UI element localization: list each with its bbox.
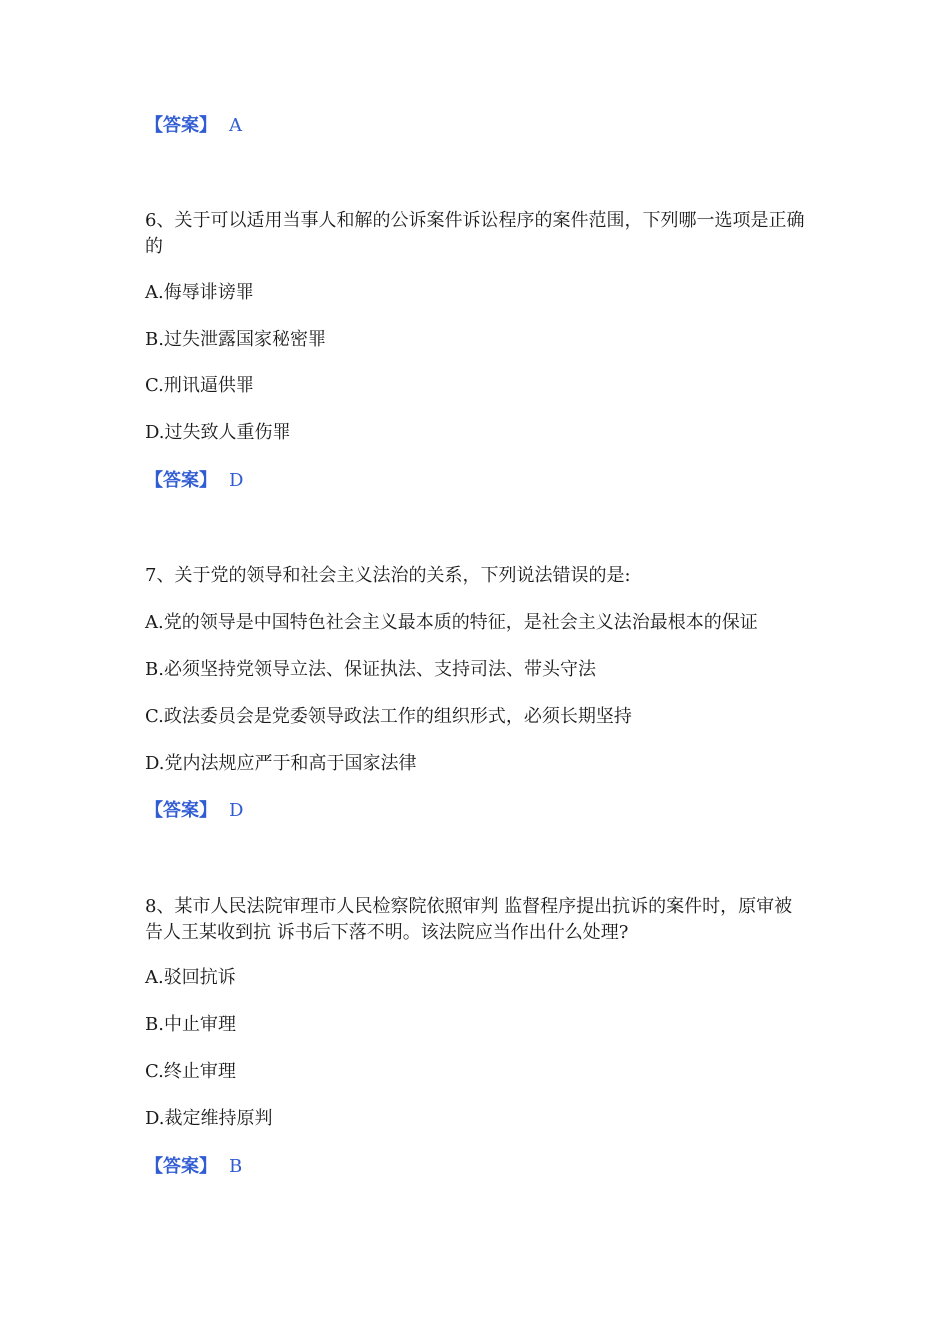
answer-label: 【答案】 — [145, 800, 217, 821]
answer-line — [145, 468, 243, 494]
option-c: C.政法委员会是党委领导政法工作的组织形式，必须长期坚持 — [145, 706, 632, 727]
option-c: C.终止审理 — [145, 1061, 236, 1082]
option-b: B.中止审理 — [145, 1014, 236, 1035]
option-d: D.过失致人重伤罪 — [145, 422, 291, 443]
answer-line — [145, 1154, 242, 1180]
option-c: C.刑讯逼供罪 — [145, 375, 254, 396]
option-a: A.侮辱诽谤罪 — [145, 282, 254, 303]
question-stem: 7、关于党的领导和社会主义法治的关系，下列说法错误的是: — [145, 565, 631, 586]
option-a: A.驳回抗诉 — [145, 967, 236, 988]
answer-value: D — [229, 470, 244, 491]
option-d: D.裁定维持原判 — [145, 1108, 273, 1129]
option-b: B.必须坚持党领导立法、保证执法、支持司法、带头守法 — [145, 659, 596, 680]
answer-value: A — [229, 115, 242, 136]
answer-label: 【答案】 — [145, 115, 217, 136]
answer-value: B — [229, 1156, 243, 1177]
answer-line — [145, 798, 243, 824]
question-stem: 6、关于可以适用当事人和解的公诉案件诉讼程序的案件范围，下列哪一选项是正确的 — [145, 210, 805, 257]
option-b: B.过失泄露国家秘密罪 — [145, 329, 326, 350]
answer-value: D — [229, 800, 244, 821]
answer-label: 【答案】 — [145, 470, 217, 491]
answer-line — [145, 113, 242, 139]
option-a: A.党的领导是中国特色社会主义最本质的特征，是社会主义法治最根本的保证 — [145, 612, 758, 633]
option-d: D.党内法规应严于和高于国家法律 — [145, 753, 417, 774]
answer-label: 【答案】 — [145, 1156, 217, 1177]
question-stem: 8、某市人民法院审理市人民检察院依照审判 监督程序提出抗诉的案件时，原审被告人王某收到抗 诉书后下落不明。该法院应当作出什么处理? — [145, 896, 793, 943]
